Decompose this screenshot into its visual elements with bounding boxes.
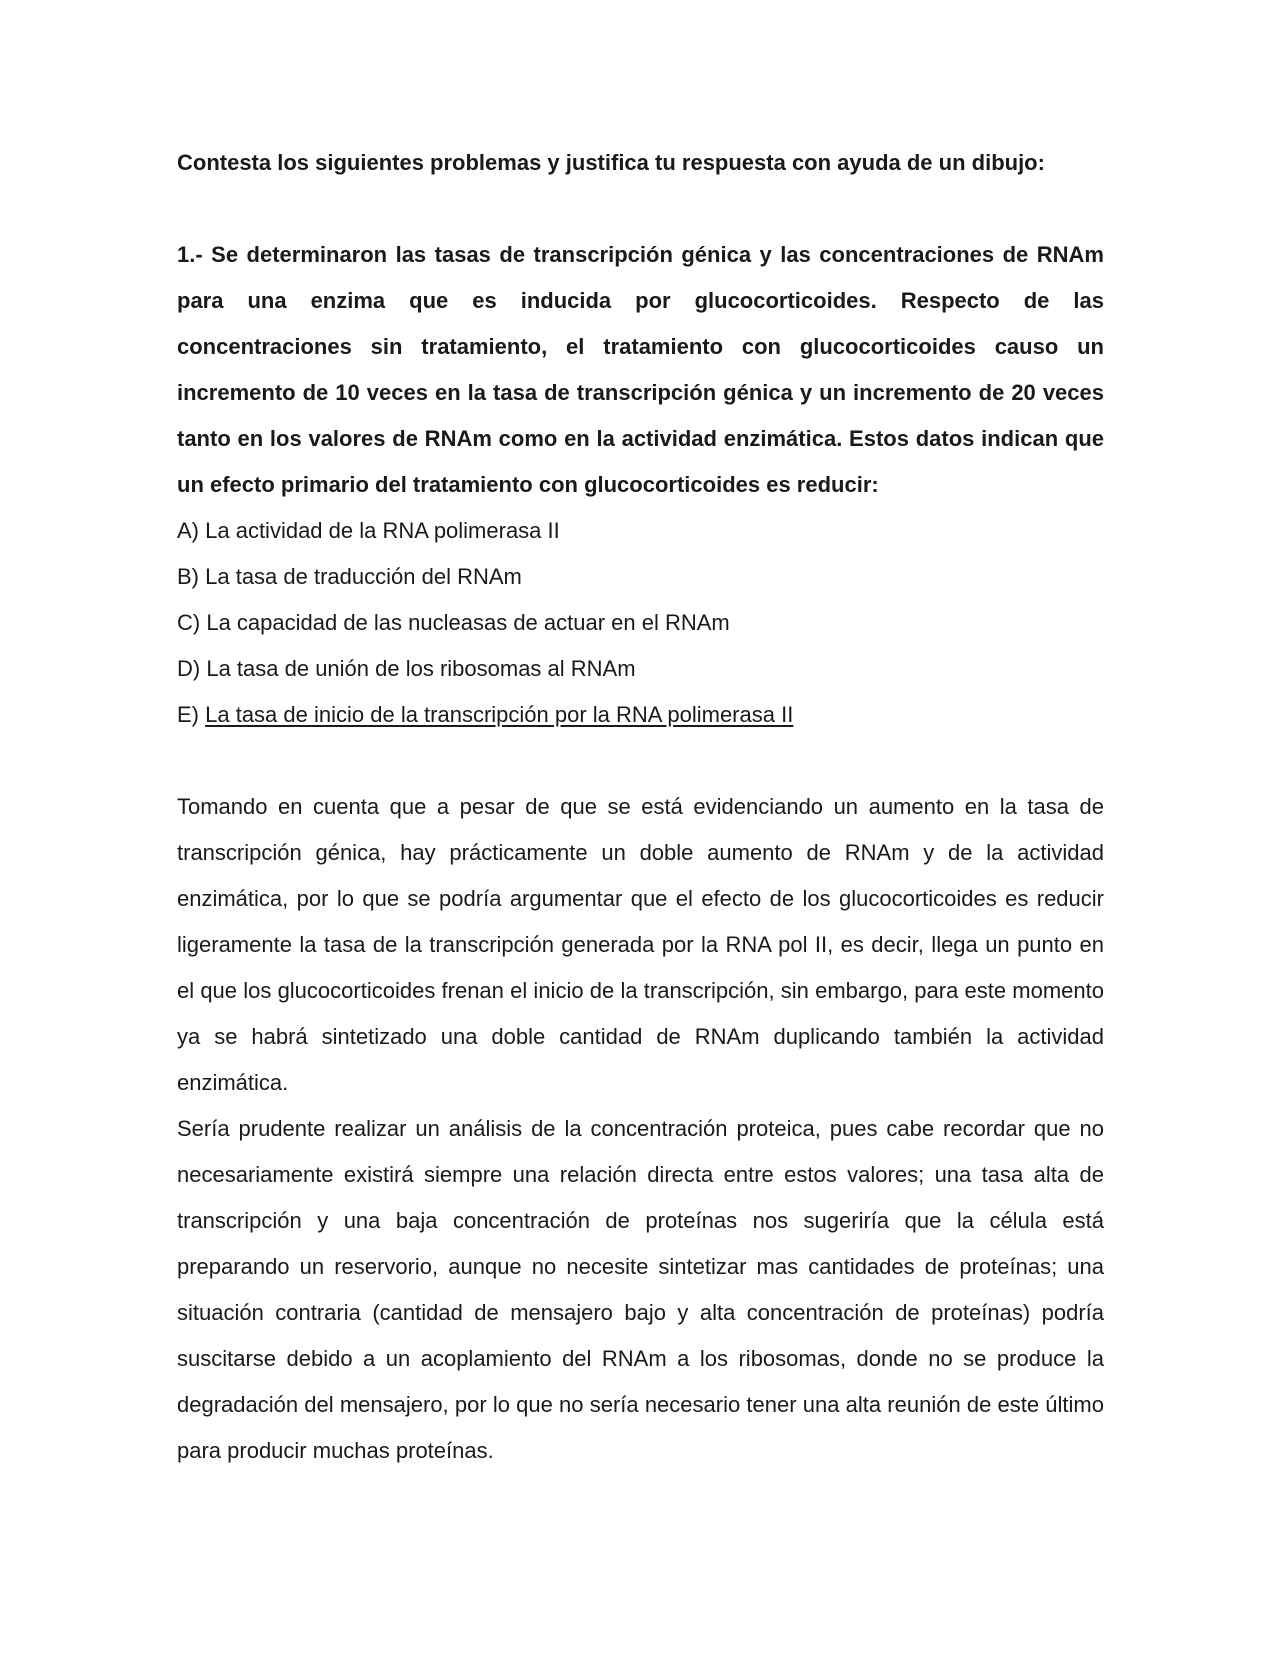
option-d — [177, 646, 1104, 692]
option-text: La actividad de la RNA polimerasa II — [205, 518, 560, 543]
option-a — [177, 508, 1104, 554]
selected-answer-text: La tasa de inicio de la transcripción por la RNA polimerasa II — [205, 702, 794, 727]
option-text: La tasa de unión de los ribosomas al RNAm — [206, 656, 636, 681]
option-text: La capacidad de las nucleasas de actuar en el RNAm — [206, 610, 730, 635]
option-prefix: B) — [177, 564, 206, 589]
spacer — [177, 738, 1104, 784]
option-prefix: E) — [177, 702, 206, 727]
option-prefix: A) — [177, 518, 206, 543]
question-text: 1.- Se determinaron las tasas de transcripción génica y las concentraciones de RNAm para una enzima que es inducida por glucocorticoides. Respecto de las concentraciones sin tratamiento, el tratamiento con glucocorticoides causo un incremento de 10 veces en la tasa de transcripción génica y un incremento de 20 veces tanto en los valores de RNAm como en la actividad enzimática. Estos datos indican que un efecto primario del tratamiento con glucocorticoides es reducir: — [177, 242, 1104, 497]
document-page — [177, 140, 1104, 1474]
option-b — [177, 554, 1104, 600]
option-text: La tasa de traducción del RNAm — [205, 564, 522, 589]
option-prefix: D) — [177, 656, 207, 681]
answer-paragraph-1: Tomando en cuenta que a pesar de que se está evidenciando un aumento en la tasa de transcripción génica, hay prácticamente un doble aumento de RNAm y de la actividad enzimática, por lo que se podría argumentar que el efecto de los glucocorticoides es reducir ligeramente la tasa de la transcripción generada por la RNA pol II, es decir, llega un punto en el que los glucocorticoides frenan el inicio de la transcripción, sin embargo, para este momento ya se habrá sintetizado una doble cantidad de RNAm duplicando también la actividad enzimática. — [177, 794, 1104, 1095]
option-c — [177, 600, 1104, 646]
document-heading: Contesta los siguientes problemas y justifica tu respuesta con ayuda de un dibujo: — [177, 150, 1045, 175]
option-e — [177, 692, 1104, 738]
spacer — [177, 186, 1104, 232]
option-prefix: C) — [177, 610, 207, 635]
answer-paragraph-2: Sería prudente realizar un análisis de la concentración proteica, pues cabe recordar que no necesariamente existirá siempre una relación directa entre estos valores; una tasa alta de transcripción y una baja concentración de proteínas nos sugeriría que la célula está preparando un reservorio, aunque no necesite sintetizar mas cantidades de proteínas; una situación contraria (cantidad de mensajero bajo y alta concentración de proteínas) podría suscitarse debido a un acoplamiento del RNAm a los ribosomas, donde no se produce la degradación del mensajero, por lo que no sería necesario tener una alta reunión de este último para producir muchas proteínas. — [177, 1116, 1104, 1463]
question-options — [177, 508, 1104, 738]
